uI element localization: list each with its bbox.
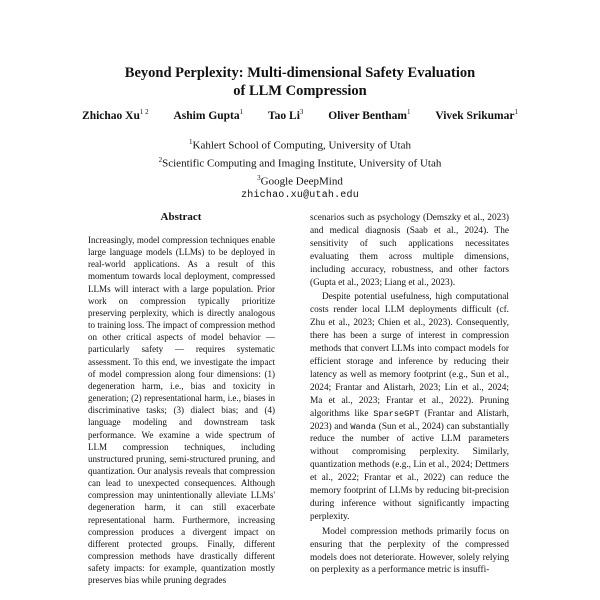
title-line-2: of LLM Compression	[233, 83, 367, 99]
paragraph-text: (Sun et al., 2024) can substantially reduce the number of active LLM parameters without compromising perplexity. Similarly, quantization methods (e.g., Lin et al., 2024; Dettmers et al., 2022; Frantar et al., 2022) can reduce the memory footprint of LLMs by reducing bit-precision during inference without significantly impacting perplexity.	[310, 421, 509, 522]
author-name: Vivek Srikumar	[435, 109, 515, 122]
right-column	[310, 212, 509, 577]
author-name: Ashim Gupta	[173, 109, 240, 122]
paragraph	[310, 291, 509, 523]
abstract-heading: Abstract	[160, 211, 202, 223]
affiliation-text: Kahlert School of Computing, University of Utah	[192, 139, 411, 152]
affiliation-mark: 3	[257, 174, 261, 183]
author-name: Zhichao Xu	[82, 109, 140, 122]
affiliation	[0, 135, 600, 153]
title-line-1: Beyond Perplexity: Multi-dimensional Safety Evaluation	[124, 65, 476, 81]
author-affiliation-mark: 3	[299, 108, 304, 116]
author-email[interactable]: zhichao.xu@utah.edu	[241, 190, 359, 202]
author-affiliation-mark: 1	[406, 108, 411, 116]
affiliation	[0, 153, 600, 171]
affiliation	[0, 171, 600, 189]
affiliation-mark: 1	[189, 138, 193, 146]
affiliation-text: Google DeepMind	[260, 175, 343, 188]
affiliation-text: Scientific Computing and Imaging Institute, University of Utah	[162, 157, 442, 170]
author	[174, 110, 244, 122]
author-affiliation-mark: 1	[514, 108, 518, 116]
paragraph: scenarios such as psychology (Demszky et al., 2023) and medical diagnosis (Saab et al., 2024). The sensitivity of such applications necessitates evaluating them across multiple dimensions, including accuracy, robustness, and other factors (Gupta et al., 2023; Liang et al., 2023).	[310, 213, 509, 288]
paragraph-text: (Frantar and Alistarh, 2023) and	[310, 408, 509, 432]
affiliations	[0, 135, 600, 204]
paper-title	[0, 64, 600, 100]
author	[435, 110, 518, 122]
author-affiliation-mark: 1	[239, 108, 244, 116]
author-list	[0, 105, 600, 123]
paragraph: Model compression methods primarily focus on ensuring that the perplexity of the compressed models does not deteriorate. However, solely relying on perplexity as a performance metric is insuffi-	[310, 526, 509, 576]
author-name: Oliver Bentham	[328, 109, 407, 122]
abstract-body: Increasingly, model compression techniques enable large language models (LLMs) to be deployed in real-world applications. As a result of this momentum towards local deployment, compressed LLMs will interact with a large population. Prior work on compression typically prioritize preserving perplexity, which is directly analogous to training loss. The impact of compression method on other critical aspects of model behavior — particularly safety — requires systematic assessment. To this end, we investigate the impact of model compression along four dimensions: (1) degeneration harm, i.e., bias and toxicity in generation; (2) representational harm, i.e., biases in discriminative tasks; (3) dialect bias; and (4) language modeling and downstream task performance. We examine a wide spectrum of LLM compression techniques, including unstructured pruning, semi-structured pruning, and quantization. Our analysis reveals that compression can lead to unexpected consequences. Although compression may unintentionally alleviate LLMs' degeneration harm, it can still exacerbate representational harm. Furthermore, increasing compression produces a divergent impact on different protected groups. Finally, different compression methods have drastically different safety impacts: for example, quantization mostly preserves bias while pruning degrades	[88, 235, 275, 586]
author	[268, 110, 303, 122]
author	[328, 110, 410, 122]
author	[82, 110, 149, 122]
paragraph-text: Despite potential usefulness, high computational costs render local LLM deployments difficult (cf. Zhu et al., 2023; Chien et al., 2023). Consequently, there has been a surge of interest in compression methods that convert LLMs into compact models for efficient storage and inference by reducing their latency as well as memory footprint (e.g., Sun et al., 2024; Frantar and Alistarh, 2023; Lin et al., 2024; Ma et al., 2023; Frantar et al., 2022). Pruning algorithms like	[310, 292, 509, 419]
method-name-wanda: Wanda	[350, 421, 377, 432]
author-affiliation-mark: 1 2	[139, 108, 149, 116]
author-name: Tao Li	[268, 109, 300, 122]
method-name-sparsegpt: SparseGPT	[373, 408, 420, 419]
affiliation-mark: 2	[158, 156, 163, 165]
